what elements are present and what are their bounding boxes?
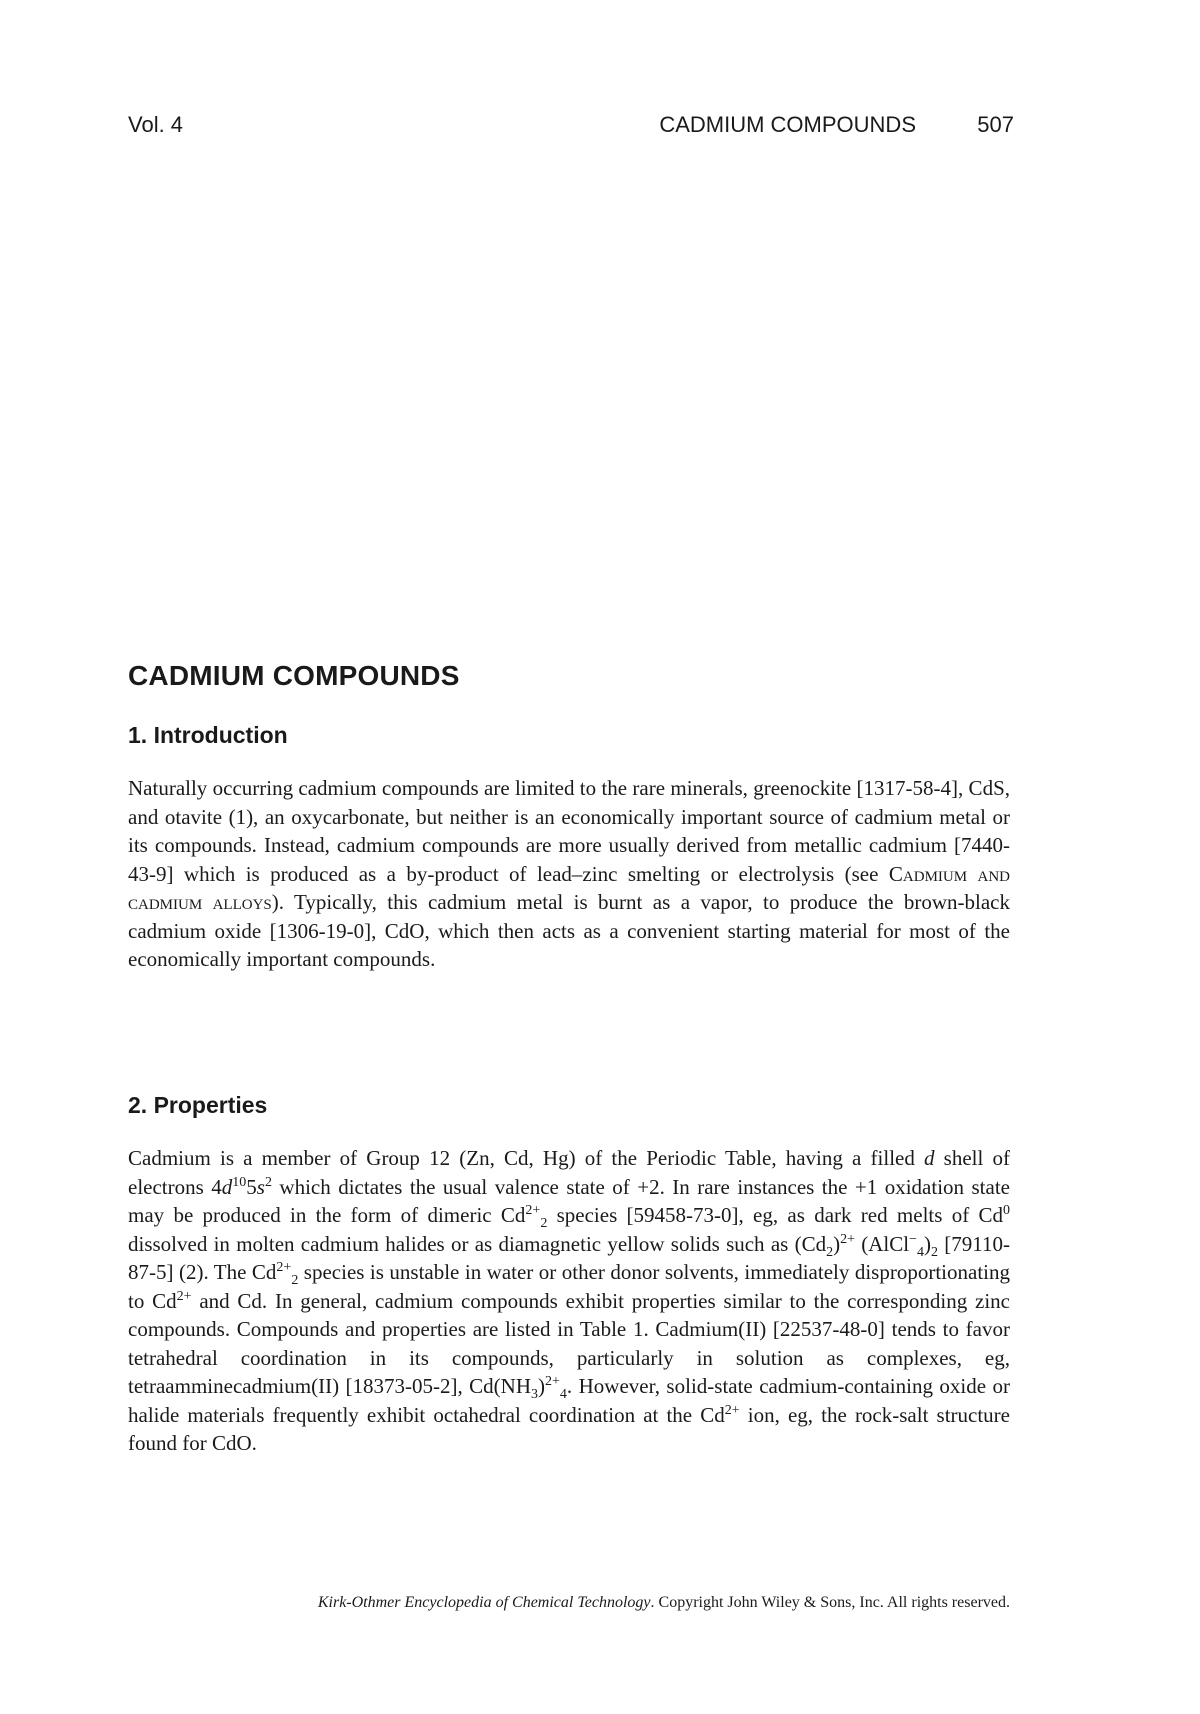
superscript: 2+ bbox=[840, 1231, 855, 1247]
subscript: 2 bbox=[931, 1244, 939, 1260]
text-run: Naturally occurring cadmium compounds are limited to the rare minerals, greenockite [1317-58-4], CdS, and otavite (1), an oxycarbonate, but neither is an economically important source of cadmium metal or its compounds. Instead, cadmium compounds are more usually derived from metallic cadmium [7440-43-9] which is produced as a by-product of lead–zinc smelting or electrolysis (see bbox=[128, 776, 1010, 886]
italic-symbol: s bbox=[256, 1174, 265, 1199]
superscript: 2+ bbox=[176, 1288, 192, 1304]
introduction-paragraph bbox=[128, 774, 1010, 974]
copyright-notice: . Copyright John Wiley & Sons, Inc. All rights reserved. bbox=[650, 1594, 1010, 1611]
volume-label: Vol. 4 bbox=[128, 112, 184, 137]
publication-title: Kirk-Othmer Encyclopedia of Chemical Technology bbox=[317, 1594, 651, 1611]
text-run: and Cd. In general, cadmium compounds exhibit properties similar to the corresponding zinc compounds. Compounds and properties are listed in Table 1. Cadmium(II) [22537-48-0] tends to favor tetrahedral coordination in its compounds, particularly in solution as complexes, eg, tetraamminecadmium(II) [18373-05-2], Cd(NH bbox=[128, 1288, 1010, 1398]
text-run: ) bbox=[538, 1374, 546, 1398]
text-run: shell of electrons 4 bbox=[128, 1146, 1010, 1199]
properties-paragraph bbox=[128, 1144, 1010, 1458]
superscript: 2+ bbox=[724, 1402, 740, 1418]
italic-symbol: d bbox=[221, 1174, 233, 1199]
text-run: ) bbox=[924, 1231, 932, 1256]
running-title: CADMIUM COMPOUNDS bbox=[659, 112, 916, 137]
text-run: ) bbox=[833, 1231, 841, 1256]
text-run: 5 bbox=[246, 1174, 257, 1199]
subscript: 2 bbox=[540, 1216, 548, 1232]
superscript: 0 bbox=[1003, 1203, 1010, 1218]
text-run: (AlCl bbox=[855, 1231, 910, 1256]
text-run: species [59458-73-0], eg, as dark red melts of Cd bbox=[547, 1203, 1003, 1227]
subscript: 4 bbox=[559, 1387, 567, 1403]
text-run: . However, solid-state cadmium-containing oxide or halide materials frequently exhibit octahedral coordination at the Cd bbox=[128, 1374, 1011, 1427]
page-number: 507 bbox=[977, 112, 1014, 137]
copyright-footer bbox=[128, 1594, 1010, 1612]
text-run: ion, eg, the rock-salt structure found for CdO. bbox=[128, 1402, 1010, 1455]
superscript: − bbox=[909, 1231, 918, 1247]
article-title: CADMIUM COMPOUNDS bbox=[128, 660, 460, 691]
superscript: 2+ bbox=[545, 1374, 560, 1389]
italic-symbol: d bbox=[924, 1146, 935, 1170]
section-heading-introduction: 1. Introduction bbox=[128, 722, 288, 748]
superscript: 2+ bbox=[525, 1203, 541, 1218]
subscript: 2 bbox=[826, 1244, 834, 1260]
text-run: Cadmium is a member of Group 12 (Zn, Cd, Hg) of the Periodic Table, having a filled bbox=[128, 1146, 925, 1170]
cross-reference: Cadmium and cadmium alloys bbox=[128, 861, 1011, 914]
superscript: 2+ bbox=[276, 1260, 292, 1275]
section-heading-properties: 2. Properties bbox=[128, 1092, 268, 1118]
text-run: ). Typically, this cadmium metal is burnt as a vapor, to produce the brown-black cadmium oxide [1306-19-0], CdO, which then acts as a convenient starting material for most of the economically important compounds. bbox=[128, 890, 1010, 971]
subscript: 2 bbox=[291, 1273, 299, 1289]
subscript: 3 bbox=[531, 1387, 539, 1403]
superscript: 2 bbox=[264, 1174, 272, 1190]
text-run: dissolved in molten cadmium halides or as diamagnetic yellow solids such as (Cd bbox=[128, 1231, 827, 1256]
subscript: 4 bbox=[917, 1244, 925, 1260]
running-header bbox=[128, 112, 1014, 142]
text-run: [79110-87-5] (2). The Cd bbox=[128, 1231, 1010, 1284]
superscript: 10 bbox=[232, 1174, 247, 1190]
text-run: which dictates the usual valence state of +2. In rare instances the +1 oxidation state may be produced in the form of dimeric Cd bbox=[128, 1174, 1010, 1227]
text-run: species is unstable in water or other donor solvents, immediately disproportionating to Cd bbox=[128, 1260, 1010, 1313]
